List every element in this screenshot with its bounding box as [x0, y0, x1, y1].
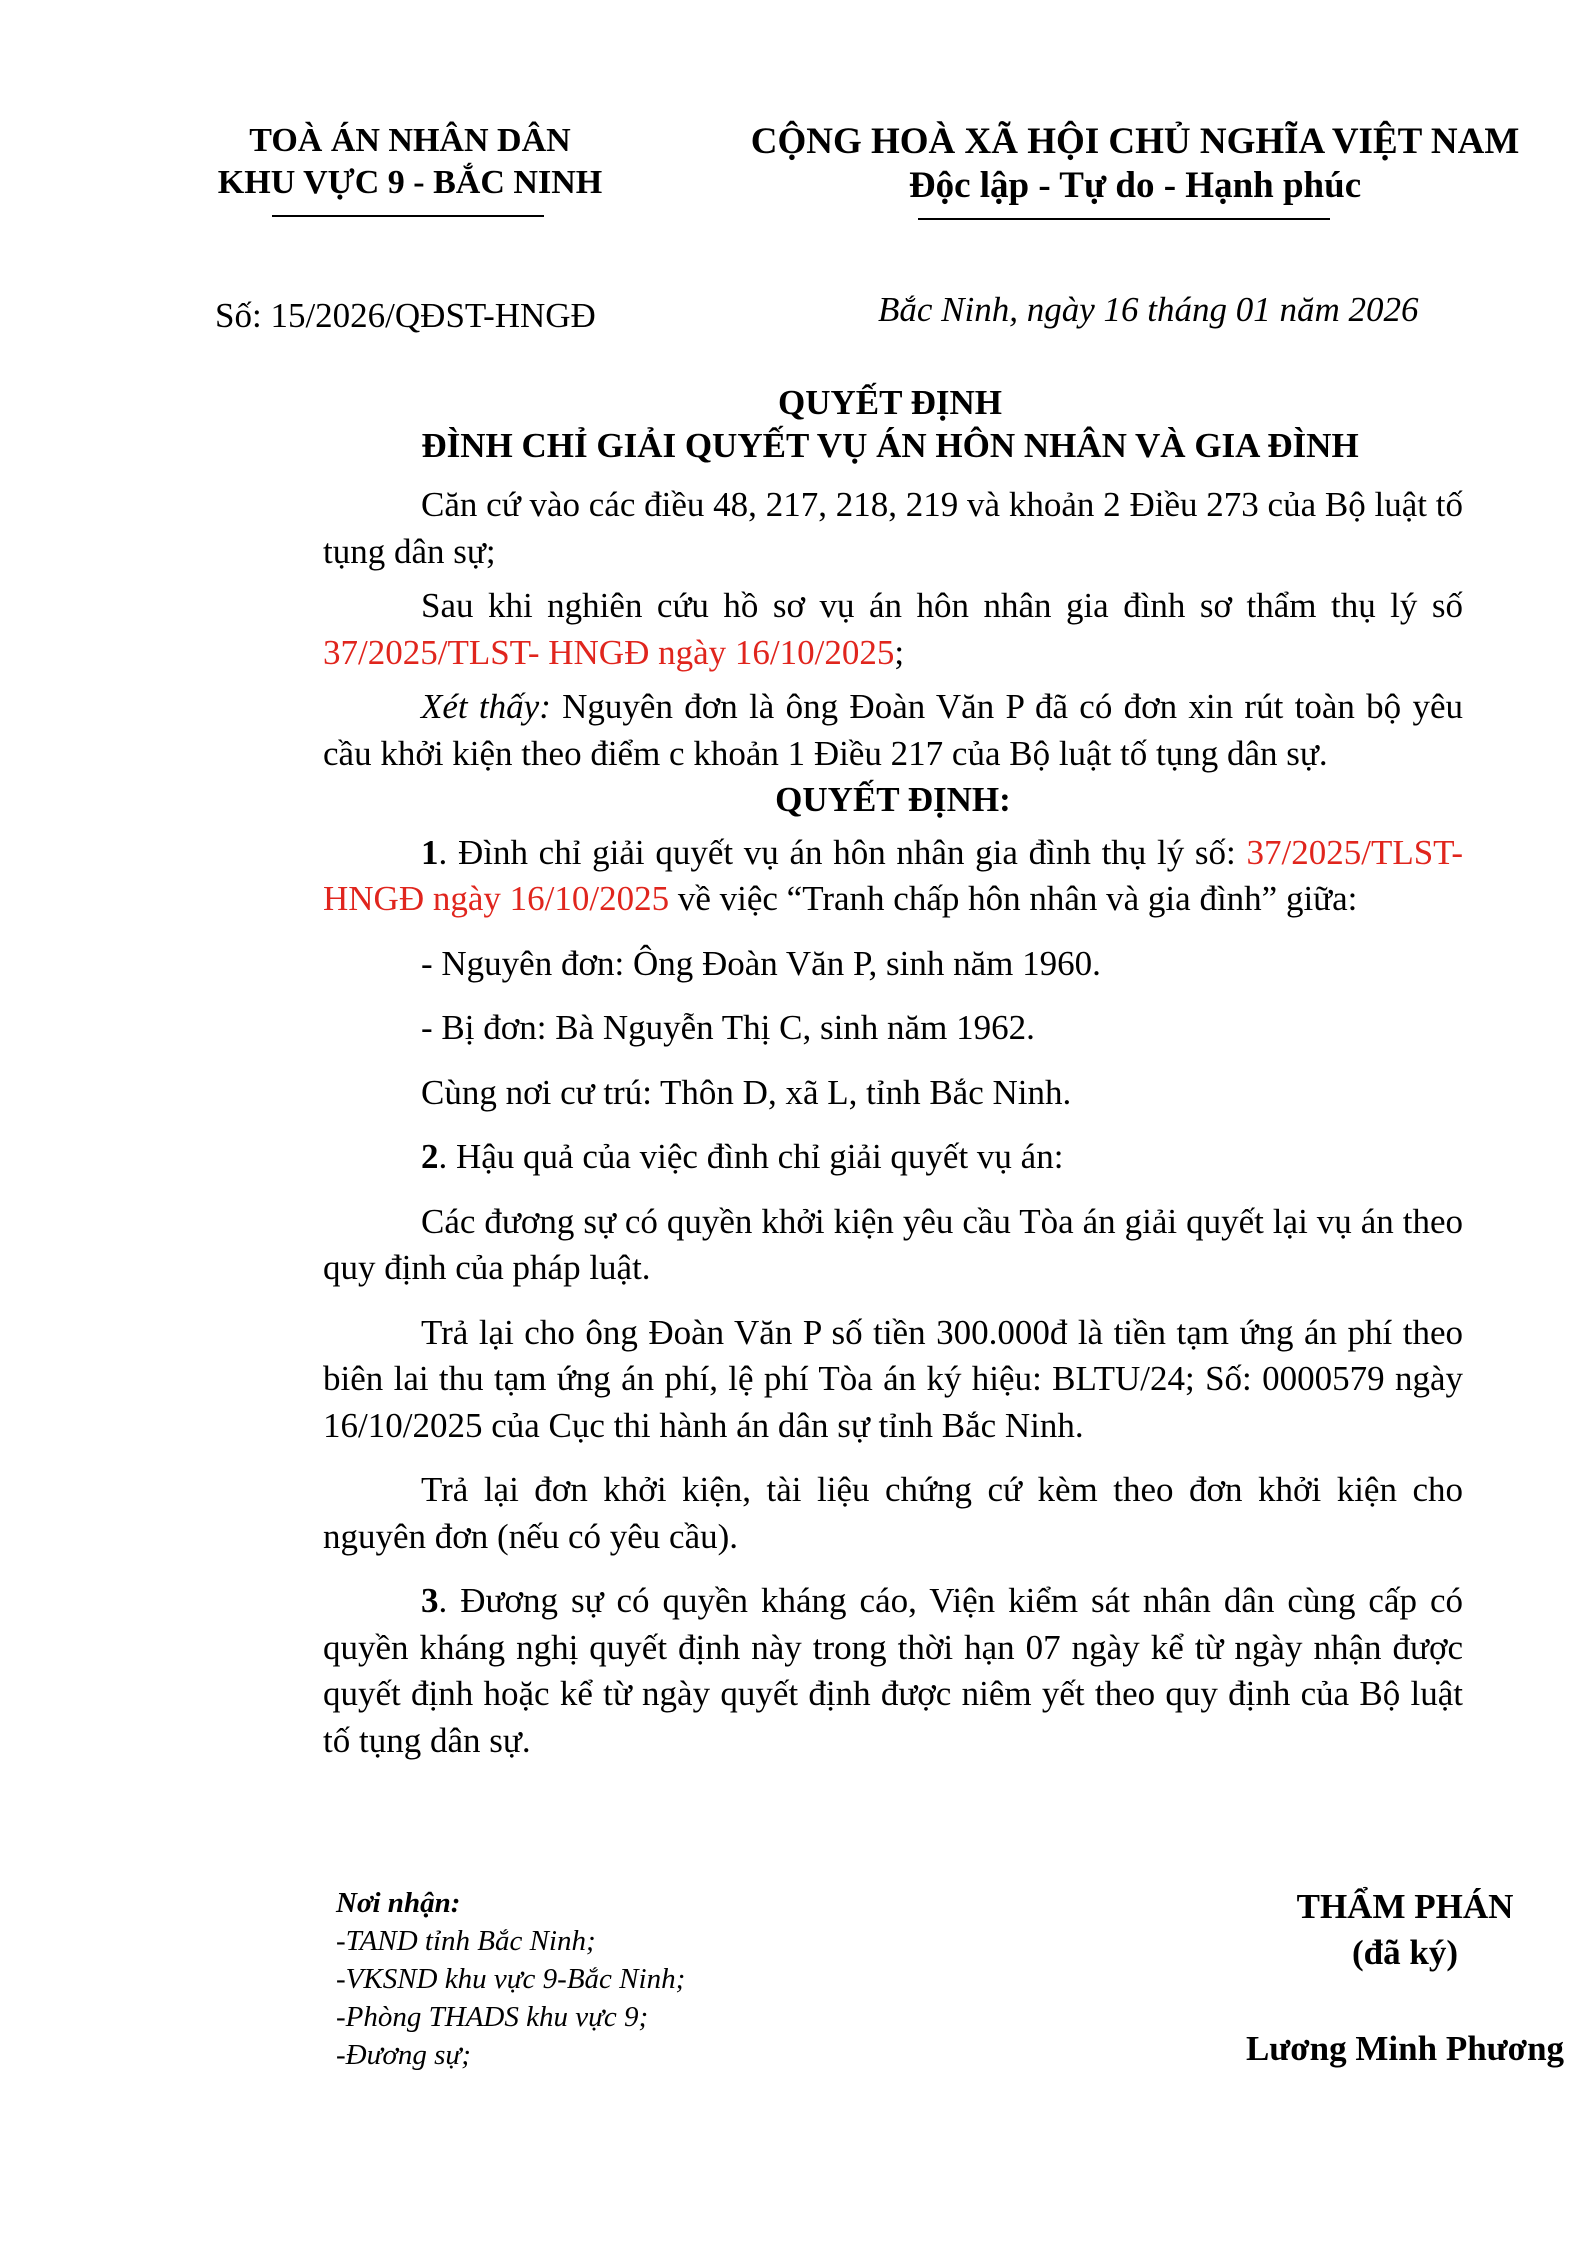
- item-2-number: 2: [421, 1137, 439, 1176]
- residence-line: Cùng nơi cư trú: Thôn D, xã L, tỉnh Bắc Ninh.: [421, 1072, 1072, 1112]
- item-3-text: . Đương sự có quyền kháng cáo, Viện kiểm sát nhân dân cùng cấp có quyền kháng nghị quyết định này trong thời hạn 07 ngày kể từ ngày nhận được quyết định hoặc kể từ ngày quyết định được niêm yết theo quy định của Bộ luật tố tụng dân sự.: [323, 1581, 1463, 1760]
- recipient-item: -Đương sự;: [336, 2039, 471, 2071]
- place-date: Bắc Ninh, ngày 16 tháng 01 năm 2026: [878, 290, 1419, 329]
- item-1-case-reference: 37/2025/TLST- HNGĐ ngày 16/10/2025: [323, 832, 1463, 918]
- recipient-item: -TAND tỉnh Bắc Ninh;: [336, 1925, 596, 1957]
- signer-name: Lương Minh Phương: [1245, 2029, 1565, 2068]
- item-2-text: . Hậu quả của việc đình chỉ giải quyết vụ án:: [438, 1137, 1064, 1176]
- item-2-paragraph-3: Trả lại đơn khởi kiện, tài liệu chứng cứ kèm theo đơn khởi kiện cho nguyên đơn (nếu có yêu cầu).: [323, 1470, 1463, 1556]
- recipients-heading: Nơi nhận:: [336, 1887, 461, 1919]
- signature-status: (đã ký): [1352, 1933, 1458, 1972]
- nation-header-underline: [918, 218, 1330, 220]
- plaintiff-line: - Nguyên đơn: Ông Đoàn Văn P, sinh năm 1960.: [421, 943, 1101, 983]
- considering-label: Xét thấy:: [421, 687, 551, 726]
- item-1-text: . Đình chỉ giải quyết vụ án hôn nhân gia đình thụ lý số:: [438, 832, 1247, 872]
- court-header: [195, 120, 625, 204]
- recipient-item: -VKSND khu vực 9-Bắc Ninh;: [336, 1963, 686, 1995]
- item-1-number: 1: [421, 832, 439, 872]
- court-name: TOÀ ÁN NHÂN DÂN: [249, 122, 571, 159]
- case-review-paragraph: [323, 583, 1463, 676]
- nation-header: [740, 120, 1530, 208]
- considering-text: Nguyên đơn là ông Đoàn Văn P đã có đơn xin rút toàn bộ yêu cầu khởi kiện theo điểm c khoản 1 Điều 217 của Bộ luật tố tụng dân sự.: [323, 687, 1463, 773]
- decision-item-3: [323, 1578, 1463, 1764]
- document-number: Số: 15/2026/QĐST-HNGĐ: [215, 296, 596, 335]
- case-review-end: ;: [894, 632, 905, 672]
- considering-paragraph: [323, 684, 1463, 777]
- document-subtitle: ĐÌNH CHỈ GIẢI QUYẾT VỤ ÁN HÔN NHÂN VÀ GIA ĐÌNH: [421, 426, 1359, 465]
- nation-motto: Độc lập - Tự do - Hạnh phúc: [908, 165, 1362, 206]
- defendant-line: - Bị đơn: Bà Nguyễn Thị C, sinh năm 1962.: [421, 1008, 1035, 1047]
- court-header-underline: [272, 215, 544, 217]
- signature-block: [1225, 1884, 1585, 2072]
- item-1-end: về việc “Tranh chấp hôn nhân và gia đình” giữa:: [669, 879, 1358, 918]
- item-3-number: 3: [421, 1581, 439, 1620]
- legal-basis-paragraph: Căn cứ vào các điều 48, 217, 218, 219 và khoản 2 Điều 273 của Bộ luật tố tụng dân sự;: [323, 485, 1463, 571]
- recipient-item: -Phòng THADS khu vực 9;: [336, 2001, 649, 2033]
- decision-heading: QUYẾT ĐỊNH:: [775, 780, 1011, 819]
- case-review-text: Sau khi nghiên cứu hồ sơ vụ án hôn nhân gia đình sơ thẩm thụ lý số: [421, 586, 1463, 625]
- document-title: QUYẾT ĐỊNH: [778, 383, 1002, 422]
- signer-title: THẨM PHÁN: [1296, 1887, 1514, 1926]
- document-body: [323, 482, 1463, 1782]
- case-reference: 37/2025/TLST- HNGĐ ngày 16/10/2025: [323, 632, 895, 672]
- court-region: KHU VỰC 9 - BẮC NINH: [217, 164, 603, 201]
- recipients-block: [336, 1884, 685, 2074]
- item-2-paragraph-1: Các đương sự có quyền khởi kiện yêu cầu Tòa án giải quyết lại vụ án theo quy định của pháp luật.: [323, 1201, 1463, 1287]
- nation-name: CỘNG HOÀ XÃ HỘI CHỦ NGHĨA VIỆT NAM: [750, 121, 1520, 162]
- decision-item-1: [323, 830, 1463, 923]
- item-2-paragraph-2: Trả lại cho ông Đoàn Văn P số tiền 300.000đ là tiền tạm ứng án phí theo biên lai thu tạm ứng án phí, lệ phí Tòa án ký hiệu: BLTU/24; Số: 0000579 ngày 16/10/2025 của Cục thi hành án dân sự tỉnh Bắc Ninh.: [323, 1312, 1463, 1445]
- decision-item-2: [323, 1134, 1463, 1181]
